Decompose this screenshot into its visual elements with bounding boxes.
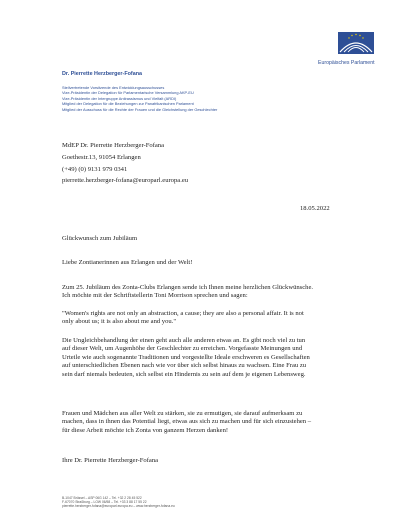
address-name: MdEP Dr. Pierrette Herzberger-Fofana <box>62 142 165 149</box>
paragraph-line: Frauen und Mädchen aus aller Welt zu stärken, sie zu ermutigen, sie darauf aufmerksam zu <box>62 410 303 417</box>
footer-line: B-1047 Brüssel – ASP 06G 142 – Tel. +32 2 28 45 522 <box>62 496 142 500</box>
letter-subject: Glückwunsch zum Jubiläum <box>62 235 138 242</box>
paragraph-line: für diese Arbeit möchte ich Zonta von ganzem Herzen danken! <box>62 426 229 434</box>
european-parliament-logo <box>336 28 376 58</box>
paragraph-line: auf unterschiedlichen Ebenen nach wie vor über sich selbst hinaus zu wachsen. Eine Frau zu <box>62 362 307 370</box>
paragraph-intro <box>62 284 360 301</box>
sender-name: Dr. Pierrette Herzberger-Fofana <box>62 71 142 77</box>
paragraph-line: auf dieser Welt, um Augenhöhe der Geschlechter zu erreichen. Vorgefasste Meinungen und <box>62 345 303 353</box>
paragraph-line: machen, dass in ihnen das Potential liegt, etwas aus sich zu machen und für sich einzustehen – <box>62 418 312 426</box>
sender-roles <box>62 85 302 112</box>
paragraph-line: Die Ungleichbehandlung der einen geht auch alle anderen etwas an. Es gibt noch viel zu tun <box>62 337 306 344</box>
address-block <box>62 140 188 187</box>
paragraph-thanks <box>62 410 360 435</box>
letter-footer <box>62 496 302 509</box>
role-line: Mitglied der Ausschuss für die Rechte der Frauen und die Gleichstellung der Geschlechter <box>62 106 218 112</box>
role-line: Mitglied der Delegation für die Beziehungen zur Panafrikanischen Parlament <box>62 101 194 107</box>
footer-line: F-67070 Straßburg – LOW 06/58 – Tel. +33 3 88 17 55 22 <box>62 500 147 505</box>
logo-title: Europäisches Parlament <box>318 60 375 66</box>
letter-date: 18.05.2022 <box>300 205 330 212</box>
paragraph-line: Urteile wie auch sogenannte Traditionen und vorgestellte Ideale erschweren es Gesellschaften <box>62 353 310 361</box>
paragraph-quote <box>62 310 360 327</box>
role-line: Vize-Präsidentin der Intergruppe Antirassismus und Vielfalt (ARDI) <box>62 95 177 101</box>
role-line: Vize-Präsidentin der Delegation für Parlamentarische Versammlung AKP-EU <box>62 90 194 96</box>
address-street: Goethestr.13, 91054 Erlangen <box>62 153 141 161</box>
address-email[interactable]: pierrette.herzberger-fofana@europarl.europa.eu <box>62 177 189 185</box>
paragraph-line: Zum 25. Jubiläum des Zonta-Clubs Erlangen sende ich Ihnen meine herzlichen Glückwünsche. <box>62 284 314 291</box>
paragraph-line: "Women's rights are not only an abstraction, a cause; they are also a personal affair. It is not <box>62 310 304 317</box>
paragraph-line: Ich möchte mit der Schriftstellerin Toni Morrison sprechen und sagen: <box>62 292 248 300</box>
letter-salutation: Liebe Zontianerinnen aus Erlangen und der Welt! <box>62 259 193 266</box>
paragraph-line: only about us; it is also about me and you." <box>62 318 177 326</box>
paragraph-body <box>62 337 360 379</box>
role-line: Stellvertretende Vorsitzende des Entwicklungsausschusses <box>62 85 165 90</box>
letter-closing: Ihre Dr. Pierrette Herzberger-Fofana <box>62 457 159 464</box>
paragraph-line: sein darf niemals bedeuten, sich selbst ein Hindernis zu sein auf dem je eigenen Lebensweg. <box>62 370 306 378</box>
address-phone: (+49) (0) 9131 979 0341 <box>62 165 128 173</box>
footer-line: pierrette.herzberger-fofana@europarl.europa.eu – www.herzberger-fofana.eu <box>62 504 175 509</box>
